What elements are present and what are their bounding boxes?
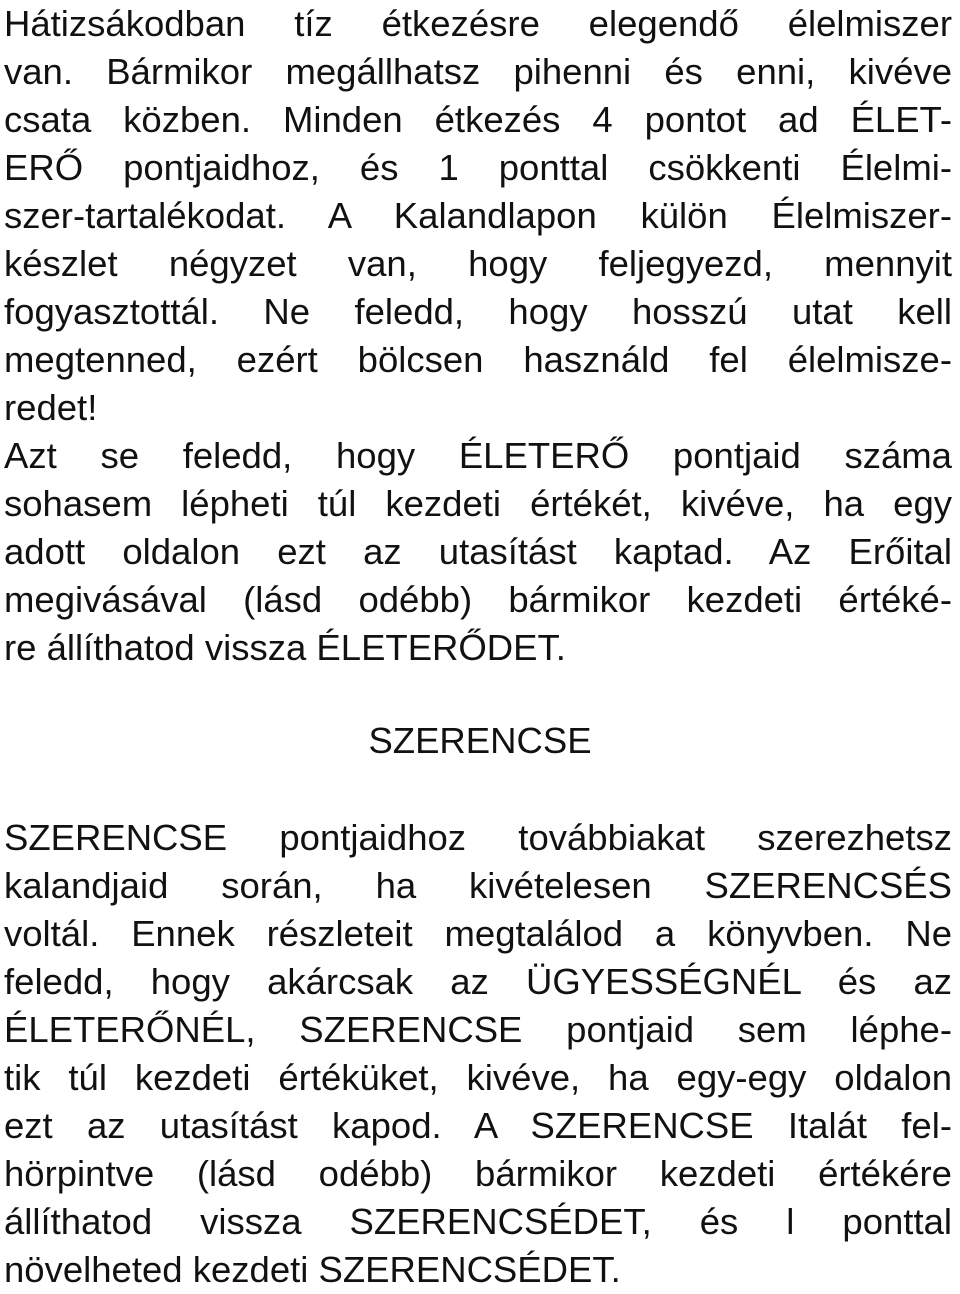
text-line: voltál. Ennek részleteit megtalálod a könyvben. Ne bbox=[4, 913, 952, 954]
text-line: ezt az utasítást kapod. A SZERENCSE Italát fel- bbox=[4, 1105, 952, 1146]
text-line: feledd, hogy akárcsak az ÜGYESSÉGNÉL és az bbox=[4, 961, 952, 1002]
text-line: adott oldalon ezt az utasítást kaptad. Az Erőital bbox=[4, 531, 952, 572]
text-line: van. Bármikor megállhatsz pihenni és enni, kivéve bbox=[4, 51, 952, 92]
text-line: növelheted kezdeti SZERENCSÉDET. bbox=[4, 1249, 621, 1290]
text-line: SZERENCSE pontjaidhoz továbbiakat szerezhetsz bbox=[4, 817, 952, 858]
text-line: csata közben. Minden étkezés 4 pontot ad ÉLET- bbox=[4, 99, 952, 140]
text-line: re állíthatod vissza ÉLETERŐDET. bbox=[4, 627, 566, 668]
text-line: Hátizsákodban tíz étkezésre elegendő élelmiszer bbox=[4, 3, 952, 44]
text-line: szer-tartalékodat. A Kalandlapon külön Élelmiszer- bbox=[4, 195, 952, 236]
text-line: tik túl kezdeti értéküket, kivéve, ha egy-egy oldalon bbox=[4, 1057, 952, 1098]
text-line: sohasem lépheti túl kezdeti értékét, kivéve, ha egy bbox=[4, 483, 952, 524]
text-line: ÉLETERŐNÉL, SZERENCSE pontjaid sem léphe- bbox=[4, 1009, 952, 1050]
text-line: megivásával (lásd odébb) bármikor kezdeti értéké- bbox=[4, 579, 952, 620]
text-line: Azt se feledd, hogy ÉLETERŐ pontjaid száma bbox=[4, 435, 952, 476]
text-line: állíthatod vissza SZERENCSÉDET, és l ponttal bbox=[4, 1201, 952, 1242]
text-line: redet! bbox=[4, 387, 98, 428]
text-line: fogyasztottál. Ne feledd, hogy hosszú utat kell bbox=[4, 291, 952, 332]
text-line: megtenned, ezért bölcsen használd fel élelmisze- bbox=[4, 339, 952, 380]
section-heading: SZERENCSE bbox=[368, 720, 592, 761]
text-line: ERŐ pontjaidhoz, és 1 ponttal csökkenti Élelmi- bbox=[4, 147, 952, 188]
text-line: hörpintve (lásd odébb) bármikor kezdeti értékére bbox=[4, 1153, 952, 1194]
text-line: kalandjaid során, ha kivételesen SZERENCSÉS bbox=[4, 865, 952, 906]
text-line: készlet négyzet van, hogy feljegyezd, mennyit bbox=[4, 243, 952, 284]
